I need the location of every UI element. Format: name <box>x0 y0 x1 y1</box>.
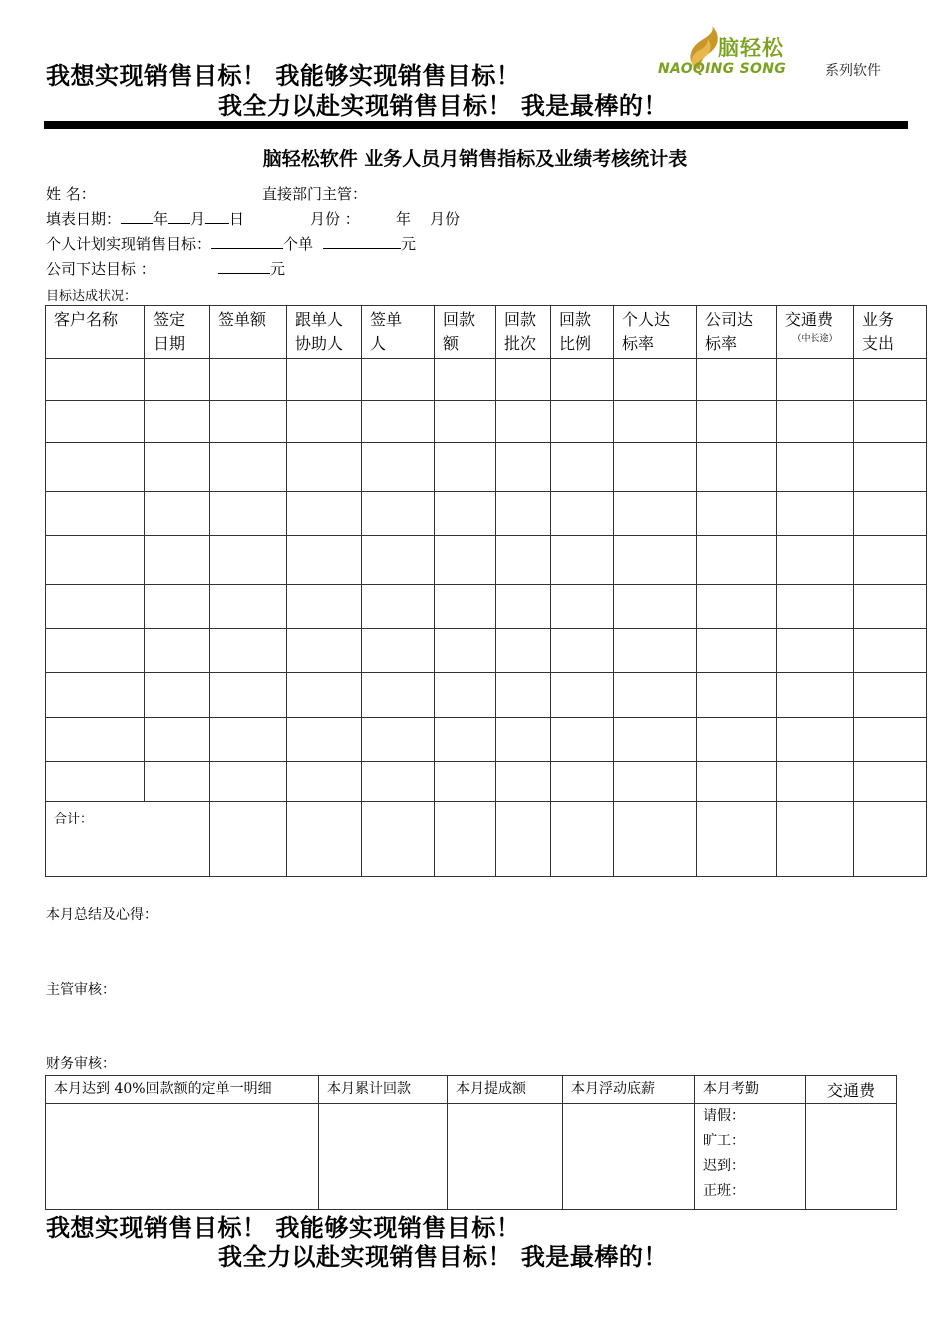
name-field <box>46 183 96 204</box>
header-divider <box>44 121 908 129</box>
top-slogan-line2: 我全力以赴实现销售目标！ 我是最棒的！ <box>218 92 668 120</box>
supervisor-field <box>262 183 367 204</box>
header-cumulative-payment: 本月累计回款 <box>319 1076 448 1104</box>
table-row <box>46 718 927 762</box>
header-floating-salary: 本月浮动底薪 <box>563 1076 695 1104</box>
day-unit: 日 <box>229 210 245 228</box>
header-client-name: 客户名称 <box>46 306 145 359</box>
table-row <box>46 359 927 401</box>
table-row <box>46 762 927 802</box>
supervisor-label: 直接部门主管： <box>262 185 368 203</box>
header-order-amount: 签单额 <box>210 306 287 359</box>
header-business-expense: 业务 支出 <box>854 306 927 359</box>
amount-unit: 元 <box>401 235 417 253</box>
header-personal-rate: 个人达 标率 <box>614 306 697 359</box>
orders-unit: 个单 <box>283 235 314 253</box>
logo-brand-text: 脑轻松 <box>718 36 784 60</box>
table-row <box>46 585 927 629</box>
period-year: 年 <box>396 210 412 228</box>
month-unit: 月 <box>190 210 206 228</box>
header-order-detail: 本月达到 40%回款额的定单一明细 <box>46 1076 319 1104</box>
summary-label: 本月总结及心得： <box>46 907 158 923</box>
finance-data-row <box>46 1104 897 1210</box>
company-target-unit: 元 <box>270 260 286 278</box>
company-target-value <box>218 258 285 279</box>
attendance-absent: 旷工： <box>703 1133 745 1149</box>
table-row <box>46 536 927 585</box>
year-unit: 年 <box>153 210 169 228</box>
logo-suffix-text: 系列软件 <box>825 63 881 79</box>
bottom-slogan-line1: 我想实现销售目标！ 我能够实现销售目标！ <box>46 1214 521 1242</box>
amount-blank[interactable] <box>323 234 401 249</box>
total-row <box>46 802 927 877</box>
header-sign-date: 签定 日期 <box>145 306 210 359</box>
header-transport-fee: 交通费 （中长途） <box>777 306 854 359</box>
header-transport: 交通费 <box>806 1076 897 1104</box>
brand-logo <box>658 30 898 80</box>
header-payment-ratio: 回款 比例 <box>551 306 614 359</box>
total-label: 合计： <box>46 802 210 877</box>
attendance-leave: 请假： <box>703 1108 745 1124</box>
table-row <box>46 443 927 492</box>
sales-performance-table <box>45 305 927 877</box>
company-target-label: 公司下达目标 ： <box>46 260 156 278</box>
table-row <box>46 401 927 443</box>
status-label: 目标达成状况： <box>46 289 138 304</box>
attendance-regular: 正班： <box>703 1183 745 1199</box>
top-slogan-line1: 我想实现销售目标！ 我能够实现销售目标！ <box>46 62 521 90</box>
page-title: 脑轻松软件 业务人员月销售指标及业绩考核统计表 <box>262 148 688 170</box>
logo-latin-text: NAOQING SONG <box>658 61 787 77</box>
header-follow-up: 跟单人 协助人 <box>287 306 362 359</box>
table-row <box>46 673 927 718</box>
orders-blank[interactable] <box>211 234 283 249</box>
month-blank[interactable] <box>168 209 190 224</box>
personal-target-field <box>46 233 416 254</box>
company-target-field <box>46 258 156 279</box>
table-row <box>46 629 927 673</box>
header-signer: 签单 人 <box>362 306 435 359</box>
attendance-late: 迟到： <box>703 1158 745 1174</box>
name-label: 姓 名： <box>46 185 96 203</box>
finance-review-table <box>45 1075 897 1210</box>
manager-review-label: 主管审核： <box>46 982 116 998</box>
finance-review-label: 财务审核： <box>46 1056 116 1072</box>
fill-date-field <box>46 208 244 229</box>
header-commission: 本月提成额 <box>448 1076 563 1104</box>
finance-header-row <box>46 1076 897 1104</box>
bottom-slogan-line2: 我全力以赴实现销售目标！ 我是最棒的！ <box>218 1243 668 1271</box>
company-target-blank[interactable] <box>218 259 270 274</box>
period-month: 月份 <box>430 210 461 228</box>
attendance-cell[interactable] <box>695 1104 806 1210</box>
table-header-row <box>46 306 927 359</box>
header-attendance: 本月考勤 <box>695 1076 806 1104</box>
table-row <box>46 492 927 536</box>
period-label: 月份 ： <box>310 210 360 228</box>
personal-target-label: 个人计划实现销售目标： <box>46 235 212 253</box>
header-payment-amount: 回款 额 <box>435 306 496 359</box>
header-company-rate: 公司达 标率 <box>697 306 777 359</box>
header-payment-batch: 回款 批次 <box>496 306 551 359</box>
year-blank[interactable] <box>121 209 153 224</box>
fill-date-label: 填表日期： <box>46 210 122 228</box>
day-blank[interactable] <box>205 209 229 224</box>
